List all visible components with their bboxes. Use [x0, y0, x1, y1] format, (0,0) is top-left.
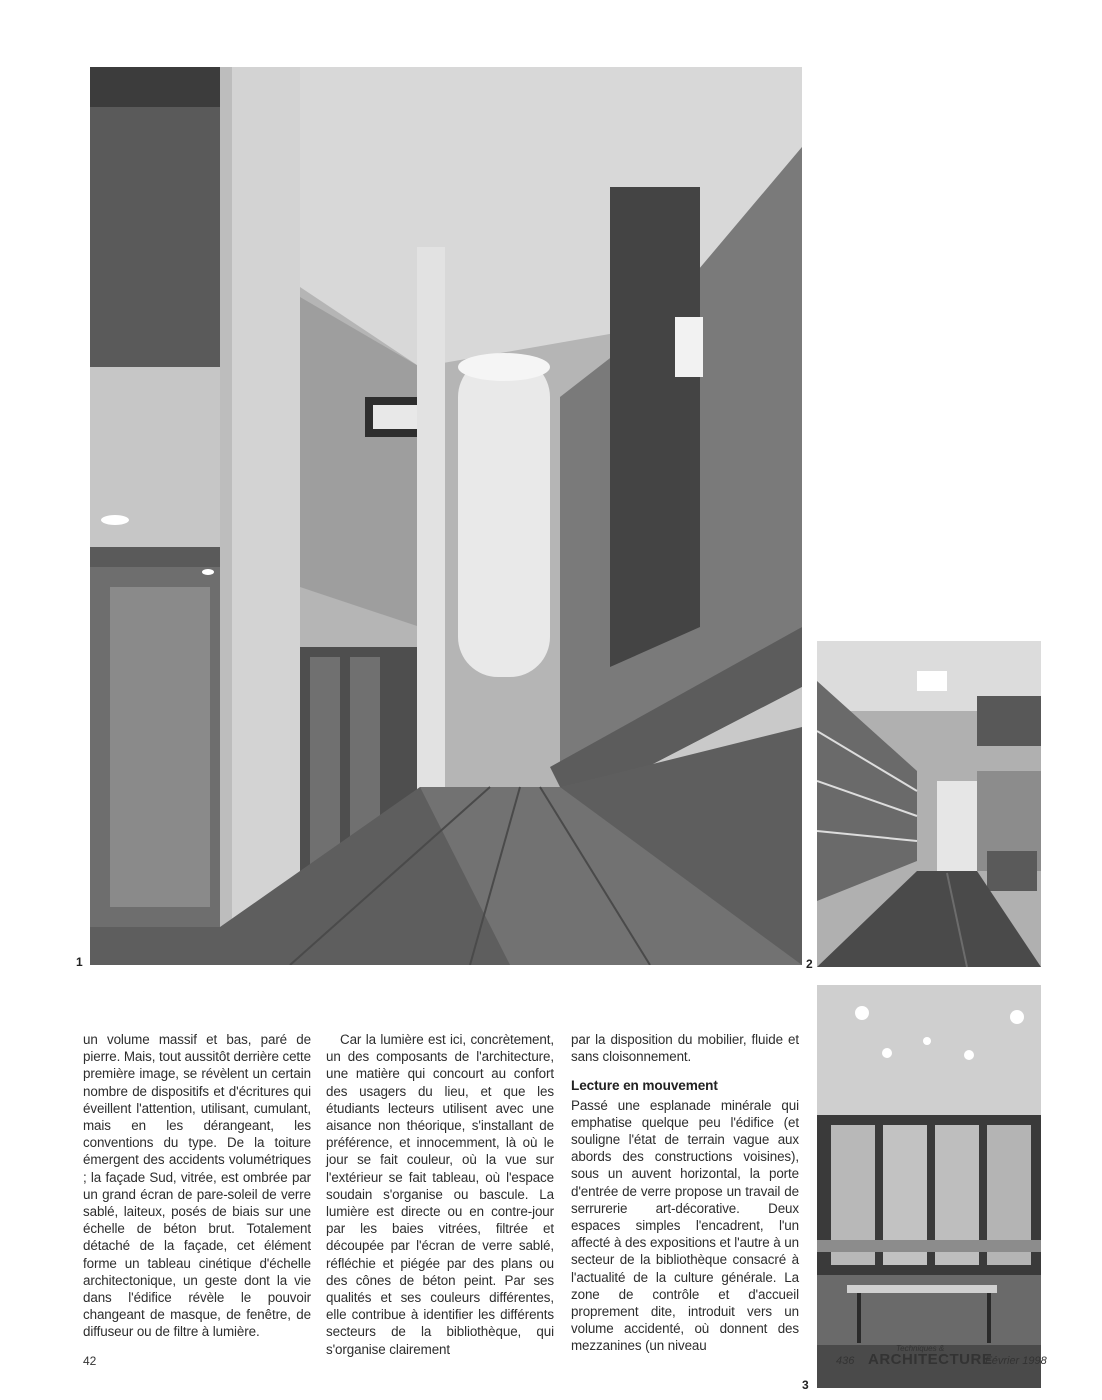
magazine-name-small: Techniques & [896, 1344, 945, 1353]
text-column-2 [326, 1031, 554, 1358]
photo-2-stacks [817, 641, 1041, 967]
column-3-intro: par la disposition du mobilier, fluide et sans cloisonnement. [571, 1032, 799, 1065]
figure-number-1: 1 [76, 955, 83, 969]
figure-number-3: 3 [802, 1378, 809, 1392]
section-heading: Lecture en mouvement [571, 1078, 718, 1094]
magazine-name: ARCHITECTURE [868, 1351, 993, 1368]
photo-3-reading-room [817, 985, 1041, 1388]
text-column-1 [83, 1031, 311, 1341]
issue-number: 436 [836, 1355, 855, 1367]
column-1-text: un volume massif et bas, paré de pierre. Mais, tout aussitôt derrière cette première image, se révèlent un certain nombre de dispositifs et d'écritures qui éveillent l'attention, utilisant, cumulant, mais en les dérangeant, les conventions du type. De la toiture émergent des accidents volumétriques ; la façade Sud, vitrée, est ombrée par un grand écran de pare-soleil de verre sablé, laiteux, posés de biais sur une échelle de béton brut. Totalement détaché de la façade, cet élément forme un tableau cinétique d'échelle architectonique, un geste dont la vie dans l'édifice révèle le pouvoir changeant de masque, de fenêtre, de diffuseur ou de filtre à lumière. [83, 1032, 312, 1340]
text-column-3 [571, 1031, 799, 1355]
column-3-body: Passé une esplanade minérale qui emphatise quelque peu l'édifice (et souligne l'état de terrain vague aux abords des constructions voisines), sous un auvent horizontal, la porte d'entrée de verre propose un travail de serrurerie art-décorative. Deux espaces simples l'encadrent, l'un affecté à des expositions et l'autre à un secteur de la bibliothèque consacré à l'actualité de la culture générale. La zone de contrôle et d'accueil proprement dite, introduit vers un volume accidenté, où donnent des mezzanines (un niveau [571, 1097, 799, 1354]
magazine-footer [836, 1344, 1066, 1382]
column-2-text: Car la lumière est ici, concrètement, un des composants de l'architecture, une matière qui concourt au confort des usagers du lieu, et que les étudiants lecteurs utilisent avec une aisance non théorique, s'installant de préférence, et innocemment, là où le jour se fait couleur, où la vue sur l'extérieur se fait tableau, où l'espace soudain s'organise ou bascule. La lumière est directe ou en contre-jour par les baies vitrées, filtrée et découpée par l'écran de verre sablé, réfléchie et piégée par des plans ou des cônes de béton peint. Par ses qualités et ses couleurs différentes, elle contribue à identifier les différents secteurs de la bibliothèque, qui s'organise clairement [326, 1032, 554, 1357]
page-number: 42 [83, 1354, 97, 1368]
atrium-illustration [90, 67, 802, 965]
issue-date: Février 1998 [985, 1355, 1047, 1367]
stacks-illustration [817, 641, 1041, 967]
reading-room-illustration [817, 985, 1041, 1388]
figure-number-2: 2 [806, 957, 813, 971]
photo-1-atrium [90, 67, 802, 965]
